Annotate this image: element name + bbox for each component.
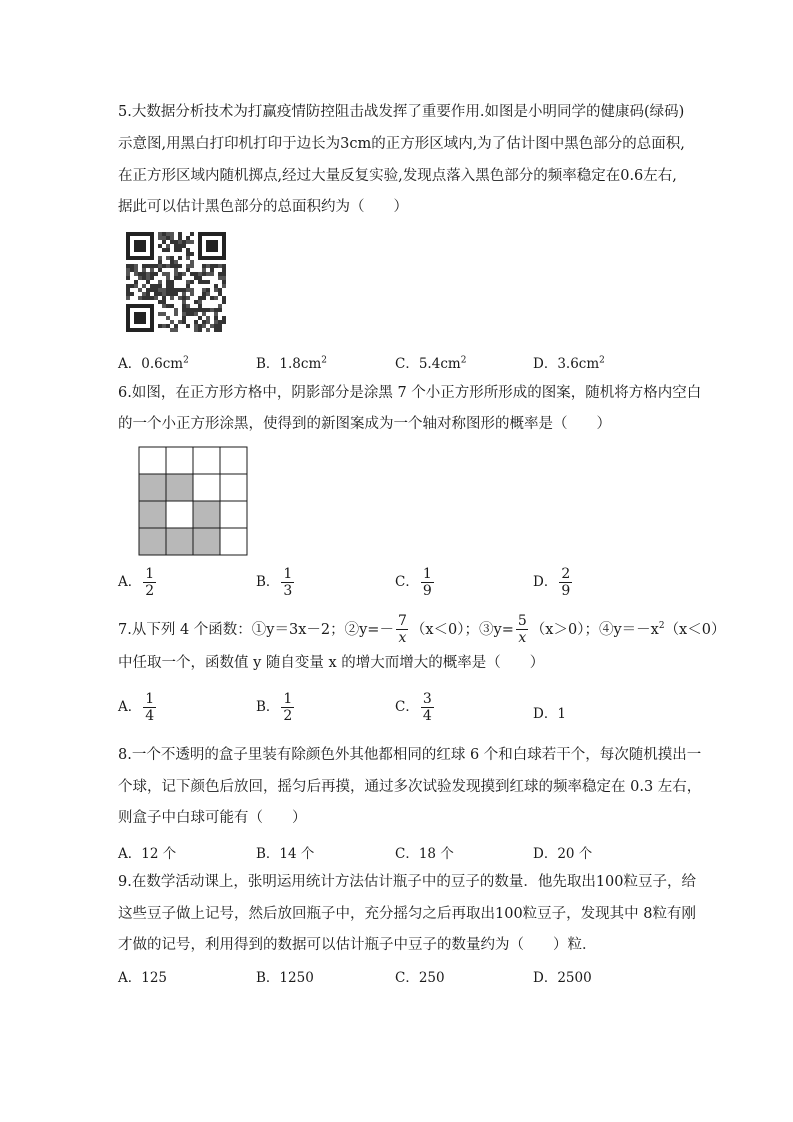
shaded-cell xyxy=(193,501,220,528)
option-value: 20 个 xyxy=(557,846,593,862)
superscript: 2 xyxy=(658,621,665,631)
superscript: 2 xyxy=(599,355,605,366)
superscript: 2 xyxy=(321,355,327,366)
option-label: C． xyxy=(395,846,419,862)
fraction xyxy=(143,566,156,599)
q7-suffix: （x＜0） xyxy=(664,621,726,638)
q5-option-a[interactable] xyxy=(118,352,189,372)
shaded-cell xyxy=(139,474,166,501)
option-value: 3.6cm xyxy=(557,356,600,372)
q9-option-d[interactable] xyxy=(533,966,592,986)
q5-line-4: 据此可以估计黑色部分的总面积约为（ ） xyxy=(118,199,408,215)
q9-option-c[interactable] xyxy=(395,966,445,986)
option-value: 0.6cm xyxy=(141,356,184,372)
option-label: B． xyxy=(256,699,280,715)
option-label: B． xyxy=(256,574,280,590)
option-label: C． xyxy=(395,699,419,715)
q8-line-1: 8.一个不透明的盒子里装有除颜色外其他都相同的红球 6 个和白球若干个，每次随机摸出一 xyxy=(118,747,702,763)
option-label: D． xyxy=(533,846,558,862)
shaded-cell xyxy=(193,528,220,555)
option-value: 250 xyxy=(418,970,445,986)
q6-option-c[interactable] xyxy=(395,566,436,599)
q9-option-b[interactable] xyxy=(256,966,314,986)
fraction xyxy=(516,613,529,646)
q9-line-3: 才做的记号，利用得到的数据可以估计瓶子中豆子的数量约为（ ）粒． xyxy=(118,937,597,953)
option-value: 1 xyxy=(557,706,566,722)
option-label: A． xyxy=(118,970,142,986)
option-value: 1250 xyxy=(279,970,314,986)
q7-option-c[interactable] xyxy=(395,691,436,724)
option-label: D． xyxy=(533,970,558,986)
numerator: 1 xyxy=(422,566,432,582)
q5-line-3: 在正方形区域内随机掷点,经过大量反复实验,发现点落入黑色部分的频率稳定在0.6左右, xyxy=(118,168,677,184)
option-label: C． xyxy=(395,356,419,372)
q6-line-1: 6.如图，在正方形方格中，阴影部分是涂黑 7 个小正方形所形成的图案，随机将方格内空白 xyxy=(118,385,702,401)
denominator: 9 xyxy=(422,583,432,599)
q7-option-d[interactable] xyxy=(533,702,566,722)
q7-option-b[interactable] xyxy=(256,691,296,724)
q8-line-2: 个球，记下颜色后放回，摇匀后再摸，通过多次试验发现摸到红球的频率稳定在 0.3 左右， xyxy=(118,779,702,795)
numerator: 1 xyxy=(145,691,155,707)
q8-option-a[interactable] xyxy=(118,842,176,862)
option-value: 12 个 xyxy=(141,846,177,862)
option-label: A． xyxy=(118,699,142,715)
shaded-cell xyxy=(139,528,166,555)
q7-prefix: 7.从下列 4 个函数：①y＝3x－2；②y=－ xyxy=(118,621,394,638)
health-qr-code-image xyxy=(126,227,226,337)
fraction xyxy=(396,613,409,646)
option-label: A． xyxy=(118,846,142,862)
q7-line-1 xyxy=(118,607,725,649)
option-label: C． xyxy=(395,970,419,986)
shaded-cell xyxy=(166,528,193,555)
shaded-cells xyxy=(139,474,220,555)
option-label: B． xyxy=(256,356,280,372)
q5-option-c[interactable] xyxy=(395,352,466,372)
q7-option-a[interactable] xyxy=(118,691,158,724)
denominator: x xyxy=(398,630,407,647)
q8-line-3: 则盒子中白球可能有（ ） xyxy=(118,810,307,826)
option-label: B． xyxy=(256,846,280,862)
option-label: D． xyxy=(533,356,558,372)
square-grid-figure xyxy=(138,446,248,556)
shaded-cell xyxy=(139,501,166,528)
shaded-cell xyxy=(166,474,193,501)
q5-option-b[interactable] xyxy=(256,352,327,372)
numerator: 5 xyxy=(517,613,527,630)
option-label: C． xyxy=(395,574,419,590)
q6-option-d[interactable] xyxy=(533,566,574,599)
fraction xyxy=(281,691,294,724)
q9-line-1: 9.在数学活动课上，张明运用统计方法估计瓶子中的豆子的数量．他先取出100粒豆子，给 xyxy=(118,874,697,890)
fraction xyxy=(559,566,572,599)
fraction xyxy=(281,566,294,599)
fraction xyxy=(421,566,434,599)
denominator: x xyxy=(518,630,527,647)
option-value: 2500 xyxy=(557,970,592,986)
q6-option-a[interactable] xyxy=(118,566,158,599)
q5-line-1: 5.大数据分析技术为打赢疫情防控阻击战发挥了重要作用.如图是小明同学的健康码(绿码) xyxy=(118,104,685,120)
q7-line-2: 中任取一个，函数值 y 随自变量 x 的增大而增大的概率是（ ） xyxy=(118,655,545,671)
q8-option-b[interactable] xyxy=(256,842,314,862)
numerator: 1 xyxy=(283,691,293,707)
numerator: 7 xyxy=(397,613,407,630)
denominator: 2 xyxy=(145,583,155,599)
q9-line-2: 这些豆子做上记号，然后放回瓶子中，充分摇匀之后再取出100粒豆子，发现其中 8粒有刚 xyxy=(118,906,697,922)
denominator: 9 xyxy=(561,583,571,599)
q5-line-2: 示意图,用黑白打印机打印于边长为3cm的正方形区域内,为了估计图中黑色部分的总面积, xyxy=(118,136,685,152)
superscript: 2 xyxy=(460,355,467,366)
option-value: 5.4cm xyxy=(418,356,461,372)
q6-option-b[interactable] xyxy=(256,566,296,599)
numerator: 1 xyxy=(283,566,293,582)
fraction xyxy=(421,691,434,724)
denominator: 2 xyxy=(283,708,293,724)
q6-line-2: 的一个小正方形涂黑，使得到的新图案成为一个轴对称图形的概率是（ ） xyxy=(118,416,611,432)
numerator: 1 xyxy=(145,566,155,582)
q9-option-a[interactable] xyxy=(118,966,167,986)
fraction xyxy=(143,691,156,724)
denominator: 4 xyxy=(145,708,155,724)
superscript: 2 xyxy=(183,355,189,366)
option-label: A． xyxy=(118,574,142,590)
denominator: 4 xyxy=(422,708,432,724)
option-label: D． xyxy=(533,574,558,590)
option-value: 18 个 xyxy=(418,846,454,862)
option-label: D． xyxy=(533,706,558,722)
option-value: 125 xyxy=(141,970,168,986)
option-value: 1.8cm xyxy=(279,356,322,372)
numerator: 2 xyxy=(561,566,571,582)
option-label: B． xyxy=(256,970,280,986)
q7-mid-1: （x＜0）；③y= xyxy=(410,621,514,638)
denominator: 3 xyxy=(283,583,293,599)
q7-mid-2: （x＞0）；④y＝－x xyxy=(530,621,659,638)
option-value: 14 个 xyxy=(279,846,315,862)
q8-option-c[interactable] xyxy=(395,842,454,862)
numerator: 3 xyxy=(422,691,432,707)
q8-option-d[interactable] xyxy=(533,842,592,862)
option-label: A． xyxy=(118,356,142,372)
q5-option-d[interactable] xyxy=(533,352,605,372)
